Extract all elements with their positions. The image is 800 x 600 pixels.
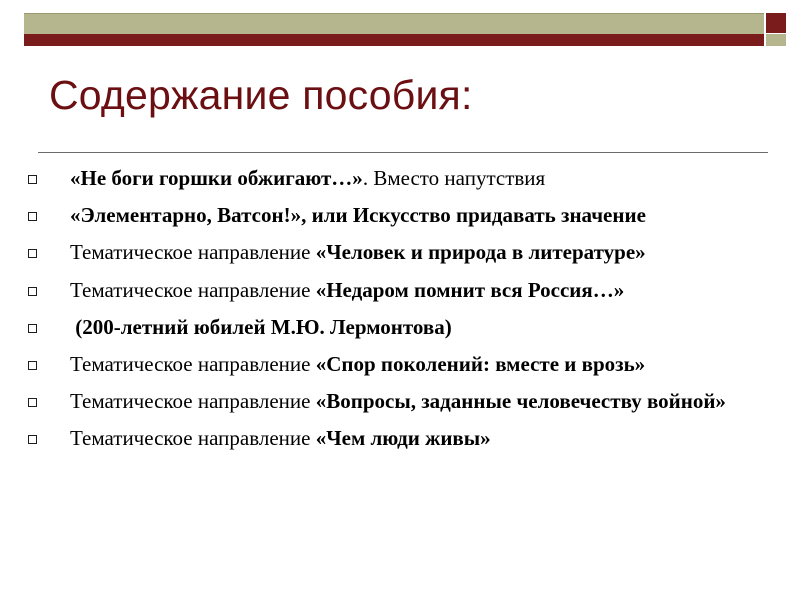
item-prefix: Тематическое направление bbox=[70, 240, 316, 265]
item-prefix: Тематическое направление bbox=[70, 277, 316, 302]
corner-square-red bbox=[766, 13, 786, 33]
list-item bbox=[28, 240, 788, 265]
item-bold-text: «Не боги горшки обжигают…» bbox=[70, 166, 363, 190]
item-bold-text: «Чем люди живы» bbox=[315, 426, 491, 451]
list-item bbox=[28, 315, 788, 340]
list-item bbox=[28, 426, 788, 451]
item-suffix: . Вместо напутствия bbox=[362, 166, 546, 190]
square-bullet-icon bbox=[28, 398, 37, 407]
item-prefix: Тематическое направление bbox=[70, 351, 316, 376]
slide-title: Содержание пособия: bbox=[49, 72, 473, 118]
square-bullet-icon bbox=[28, 435, 37, 444]
title-divider bbox=[38, 152, 768, 153]
item-prefix: Тематическое направление bbox=[70, 389, 316, 414]
header-bar-red bbox=[24, 34, 764, 46]
list-item bbox=[28, 203, 788, 228]
item-bold-text: «Элементарно, Ватсон!», или Искусство придавать значение bbox=[70, 203, 646, 228]
square-bullet-icon bbox=[28, 324, 37, 333]
square-bullet-icon bbox=[28, 175, 37, 184]
item-bold-text: «Вопросы, заданные человечеству войной» bbox=[315, 389, 726, 414]
header-bar-olive bbox=[24, 13, 764, 34]
item-bold-text: «Спор поколений: вместе и врозь» bbox=[315, 351, 646, 376]
item-bold-text: «Человек и природа в литературе» bbox=[315, 240, 646, 265]
square-bullet-icon bbox=[28, 361, 37, 370]
item-bold-text: (200-летний юбилей М.Ю. Лермонтова) bbox=[75, 314, 452, 339]
square-bullet-icon bbox=[28, 212, 37, 221]
corner-square-olive bbox=[766, 34, 786, 46]
list-item bbox=[28, 389, 788, 414]
item-bold-text: «Недаром помнит вся Россия…» bbox=[315, 277, 625, 302]
list-item bbox=[28, 166, 788, 191]
square-bullet-icon bbox=[28, 249, 37, 258]
list-item bbox=[28, 352, 788, 377]
square-bullet-icon bbox=[28, 287, 37, 296]
list-item bbox=[28, 278, 788, 303]
item-prefix: Тематическое направление bbox=[70, 426, 316, 451]
content-list bbox=[28, 166, 788, 464]
